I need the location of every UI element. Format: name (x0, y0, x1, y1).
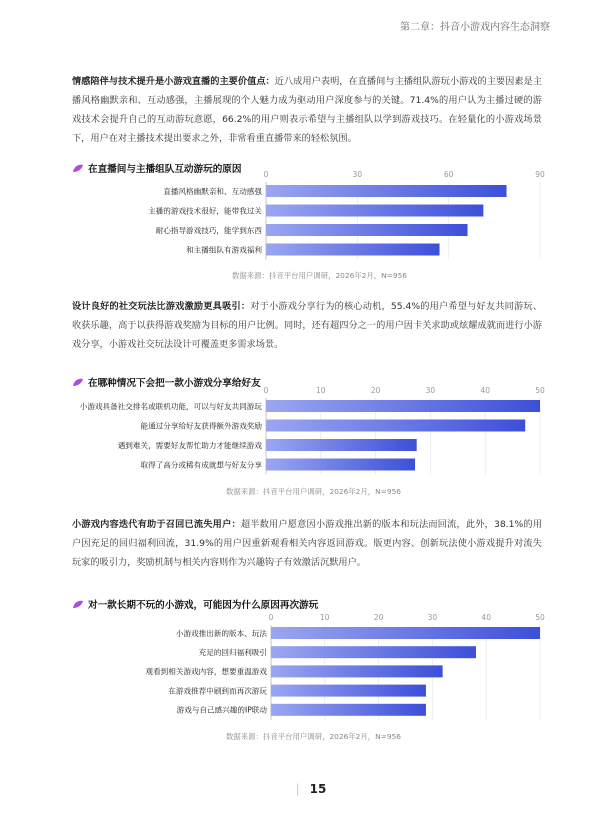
bar (266, 459, 415, 471)
paragraph-1-lead: 情感陪伴与技术提升是小游戏直播的主要价值点： (72, 76, 275, 87)
x-tick-label: 0 (268, 613, 274, 622)
paragraph-3 (72, 515, 542, 572)
bar (266, 420, 525, 432)
chart-3-title-row (72, 597, 318, 611)
chart-2 (0, 384, 612, 484)
paragraph-1-body: 近八成用户表明，在直播间与主播组队游玩小游戏的主要因素是主播风格幽默亲和、互动感强，主播展现的个人魅力成为驱动用户深度参与的关键。71.4%的用户认为主播过硬的游戏技术会提升自己的互动游玩意愿，66.2%的用户则表示希望与主播组队以学到游戏技巧。在轻量化的小游戏场景下，用户在对主播技术提出要求之外，非常看重直播带来的轻松氛围。 (72, 76, 543, 144)
chart-3-source: 数据来源：抖音平台用户调研，2026年2月，N=956 (226, 732, 401, 741)
chart-1 (0, 168, 612, 268)
chart-2-source: 数据来源：抖音平台用户调研，2026年2月，N=956 (226, 487, 401, 496)
paragraph-2 (72, 297, 542, 354)
category-label: 小游戏推出新的版本、玩法 (175, 628, 267, 638)
category-label: 直播风格幽默亲和、互动感强 (163, 186, 262, 196)
category-label: 在游戏推荐中刷到而再次游玩 (168, 686, 267, 696)
category-label: 充足的回归福利吸引 (198, 648, 267, 657)
x-tick-label: 30 (427, 613, 438, 622)
bar (271, 685, 426, 697)
category-label: 主播的游戏技术很好，能带我过关 (148, 206, 262, 216)
category-label: 取得了高分或稀有成就想与好友分享 (140, 460, 262, 470)
bar (266, 205, 483, 217)
x-tick-label: 0 (263, 170, 269, 179)
page-number-row (0, 782, 612, 796)
bar (266, 224, 468, 236)
x-tick-label: 30 (425, 386, 436, 395)
bar (271, 627, 540, 639)
page-separator: | (295, 782, 300, 796)
category-label: 遇到难关，需要好友帮忙助力才能继续游戏 (117, 440, 262, 450)
category-label: 耐心指导游戏技巧，能学到东西 (155, 225, 262, 235)
x-tick-label: 10 (320, 613, 330, 622)
paragraph-3-lead: 小游戏内容迭代有助于召回已流失用户： (72, 519, 241, 530)
paragraph-2-body: 对于小游戏分享行为的核心动机，55.4%的用户希望与好友共同游玩、收获乐趣，高于以获得游戏奖励为目标的用户比例。同时，还有超四分之一的用户因卡关求助或炫耀成就而进行小游戏分享，小游戏社交玩法设计可覆盖更多需求场景。 (72, 301, 543, 350)
bar (271, 704, 426, 716)
paragraph-3-body: 超半数用户愿意因小游戏推出新的版本和玩法而回流，此外，38.1%的用户因充足的回归福利回流，31.9%的用户因重新观看相关内容返回游戏。版更内容、创新玩法使小游戏提升对流失玩家的吸引力，奖励机制与相关内容则作为兴趣钩子有效激活沉默用户。 (72, 519, 543, 568)
page-number: 15 (309, 782, 327, 796)
x-tick-label: 0 (263, 386, 269, 395)
bar (266, 400, 540, 412)
chart-1-source: 数据来源：抖音平台用户调研，2026年2月，N=956 (232, 271, 407, 280)
bar (271, 665, 443, 677)
category-label: 小游戏具备社交排名或联机功能，可以与好友共同游玩 (79, 401, 262, 411)
x-tick-label: 50 (535, 613, 545, 622)
chart-2-title: 在哪种情况下会把一款小游戏分享给好友 (88, 378, 261, 389)
x-tick-label: 40 (481, 613, 491, 622)
category-label: 能通过分享给好友获得额外游戏奖励 (140, 421, 262, 431)
x-tick-label: 10 (316, 386, 326, 395)
bar (271, 646, 476, 658)
bar (266, 439, 417, 451)
chart-1-title: 在直播间与主播组队互动游玩的原因 (88, 164, 242, 175)
x-tick-label: 30 (352, 170, 363, 179)
leaf-icon (72, 600, 84, 609)
x-tick-label: 60 (443, 170, 454, 179)
category-label: 和主播组队有游戏福利 (186, 245, 262, 255)
x-tick-label: 90 (535, 170, 545, 179)
paragraph-1 (72, 72, 542, 148)
chapter-header: 第二章：抖音小游戏内容生态洞察 (400, 22, 550, 33)
chart-3-title: 对一款长期不玩的小游戏，可能因为什么原因再次游玩 (88, 600, 319, 611)
x-tick-label: 20 (370, 386, 381, 395)
paragraph-2-lead: 设计良好的社交玩法比游戏激励更具吸引： (72, 301, 251, 312)
x-tick-label: 50 (535, 386, 545, 395)
category-label: 游戏与自己感兴趣的IP联动 (176, 705, 267, 715)
chart-3 (0, 611, 612, 731)
bar (266, 244, 440, 256)
bar (266, 185, 507, 197)
x-tick-label: 20 (373, 613, 384, 622)
category-label: 观看到相关游戏内容，想要重温游戏 (145, 667, 267, 677)
x-tick-label: 40 (480, 386, 490, 395)
